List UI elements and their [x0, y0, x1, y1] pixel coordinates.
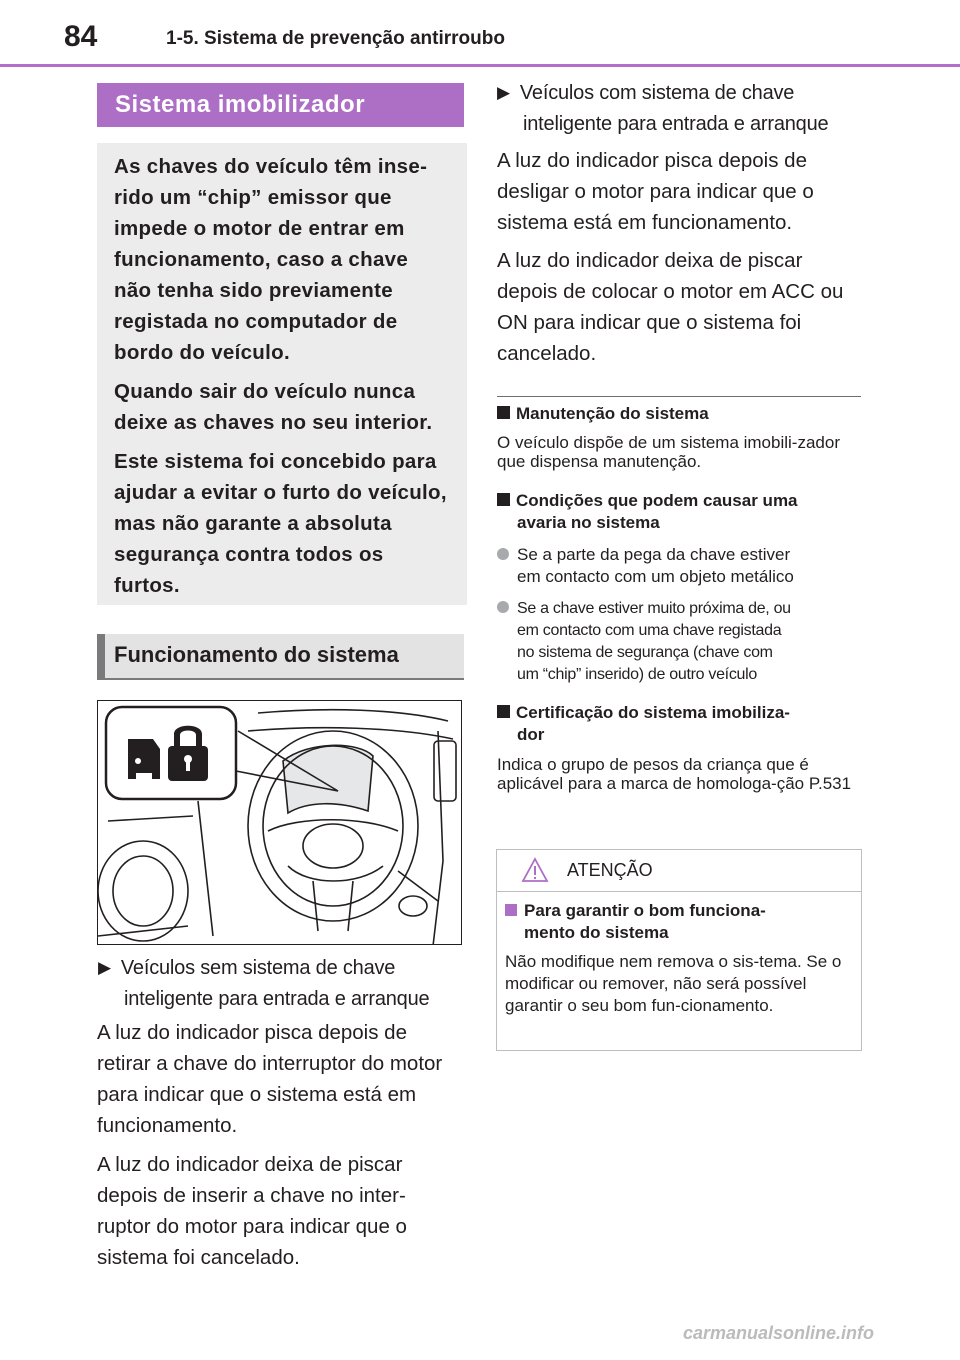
body-paragraph: A luz do indicador deixa de piscar depois de inserir a chave no inter-ruptor do motor para indicar que o sistema foi cancelado.	[97, 1153, 407, 1269]
warning-title: ATENÇÃO	[567, 860, 653, 880]
dashboard-illustration	[97, 700, 462, 945]
section-underline	[97, 678, 464, 680]
maintenance-text: O veículo dispõe de um sistema imobili-zador que dispensa manutenção.	[497, 433, 840, 471]
warning-box	[496, 849, 862, 1051]
body-paragraph: A luz do indicador deixa de piscar depois de colocar o motor em ACC ou ON para indicar que o sistema foi cancelado.	[497, 249, 844, 365]
warning-subheading: Para garantir o bom funciona- mento do sistema	[505, 900, 766, 944]
warning-text: Não modifique nem remova o sis-tema. Se o modificar ou remover, não será possível garantir o seu bom fun-cionamento.	[505, 952, 842, 1015]
section-heading-immobilizer	[97, 83, 464, 127]
subheading-conditions: Condições que podem causar uma avaria no sistema	[497, 490, 798, 534]
warning-header	[497, 850, 861, 892]
section-title: Funcionamento do sistema	[114, 642, 399, 667]
heading-accent-bar	[97, 634, 105, 678]
certification-text: Indica o grupo de pesos da criança que é aplicável para a marca de homologa-ção P.531	[497, 755, 852, 793]
header-divider	[0, 64, 960, 67]
triangle-bullet-icon: ▶	[98, 958, 111, 977]
section-title: Sistema imobilizador	[115, 91, 366, 118]
item-vehicles-without-smart-key: ▶ Veículos sem sistema de chave inteligente para entrada e arranque	[98, 957, 430, 1010]
divider	[497, 396, 861, 397]
intro-paragraph: Este sistema foi concebido para ajudar a evitar o furto do veículo, mas não garante a absoluta segurança contra todos os furtos.	[114, 450, 447, 597]
subheading-certification: Certificação do sistema imobiliza- dor	[497, 702, 790, 746]
page-number: 84	[64, 20, 98, 53]
round-bullet-icon	[497, 601, 509, 613]
square-bullet-icon	[497, 406, 510, 419]
chapter-title: 1-5. Sistema de prevenção antirroubo	[166, 28, 505, 49]
intro-paragraph: As chaves do veículo têm inse-rido um “chip” emissor que impede o motor de entrar em funcionamento, caso a chave não tenha sido previamente registada no computador de bordo do veículo.	[114, 155, 428, 364]
square-bullet-icon	[505, 904, 517, 916]
warning-triangle-icon	[521, 857, 549, 883]
body-paragraph: A luz do indicador pisca depois de desligar o motor para indicar que o sistema está em funcionamento.	[497, 149, 814, 234]
round-bullet-icon	[497, 548, 509, 560]
subheading-maintenance: Manutenção do sistema	[497, 403, 709, 425]
intro-paragraph: Quando sair do veículo nunca deixe as chaves no seu interior.	[114, 380, 433, 434]
condition-item: Se a parte da pega da chave estiver em contacto com um objeto metálico	[497, 544, 794, 588]
dashboard-drawing	[98, 701, 462, 945]
intro-box	[97, 143, 467, 605]
section-heading-operation	[97, 634, 464, 678]
body-paragraph: A luz do indicador pisca depois de retirar a chave do interruptor do motor para indicar que o sistema está em funcionamento.	[97, 1021, 443, 1137]
item-vehicles-with-smart-key: ▶ Veículos com sistema de chave inteligente para entrada e arranque	[497, 82, 829, 135]
square-bullet-icon	[497, 493, 510, 506]
square-bullet-icon	[497, 705, 510, 718]
watermark: carmanualsonline.info	[683, 1323, 875, 1343]
triangle-bullet-icon: ▶	[497, 83, 510, 102]
condition-item: Se a chave estiver muito próxima de, ou em contacto com uma chave registada no sistema de segurança (chave com um “chip” inserido) de outro veículo	[497, 598, 791, 686]
